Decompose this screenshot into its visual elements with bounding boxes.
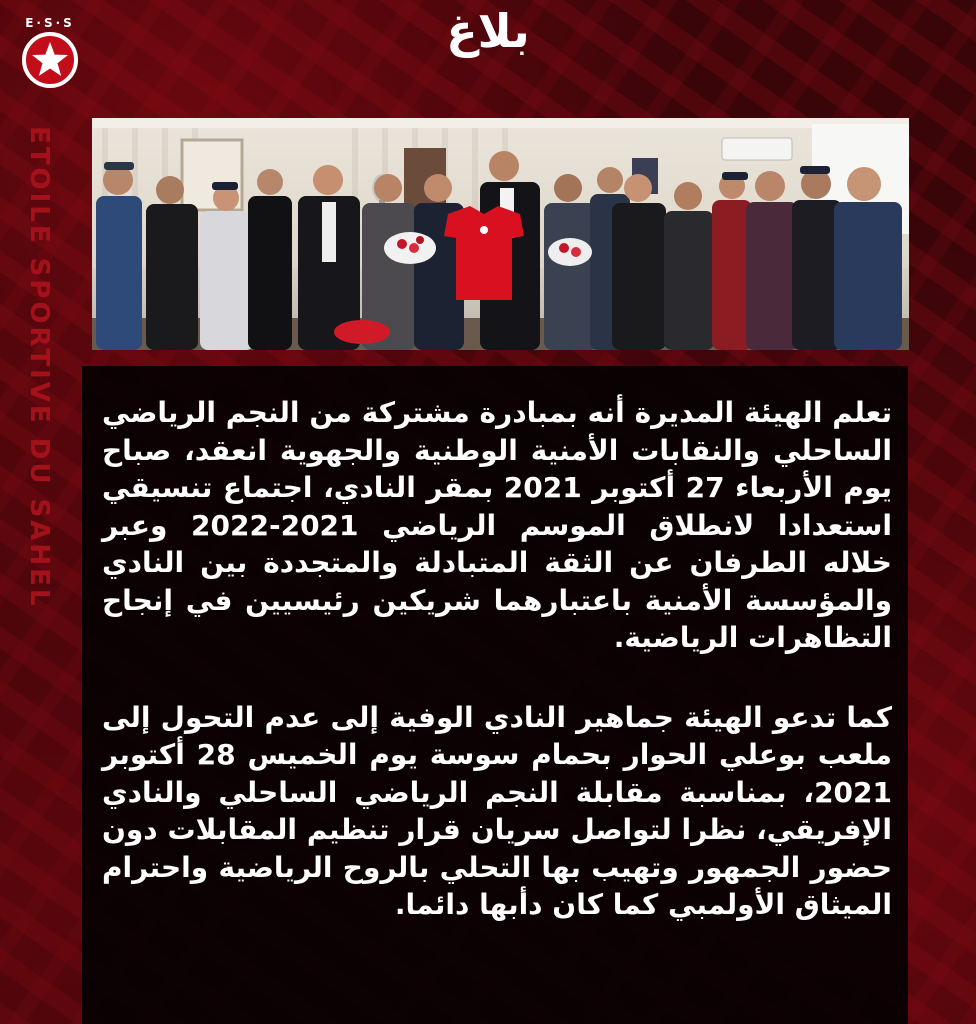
paragraph-fans-notice: كما تدعو الهيئة جماهير النادي الوفية إلى عدم التحول إلى ملعب بوعلي الحوار بحمام سوسة يوم الخميس 28 أكتوبر 2021، بمناسبة مقابلة النجم الرياضي الساحلي والنادي الإفريقي، نظرا لتواصل سريان قرار تنظيم المقابلات دون حضور الجمهور وتهيب بها التحلي بالروح الرياضية واحترام الميثاق الأولمبي كما كان دأبها دائما. [102, 700, 892, 921]
announcement-text-panel [82, 366, 908, 1024]
group-photo [92, 118, 909, 350]
page-title: بلاغ [446, 4, 530, 58]
club-name-vertical: ETOILE SPORTIVE DU SAHEL [24, 126, 54, 609]
paragraph-meeting: تعلم الهيئة المديرة أنه بمبادرة مشتركة من النجم الرياضي الساحلي والنقابات الأمنية الوطنية والجهوية انعقد، صباح يوم الأربعاء 27 أكتوبر 2021 بمقر النادي، اجتماع تنسيقي استعدادا لانطلاق الموسم الرياضي 2021-2022 وعبر خلاله الطرفان عن الثقة المتبادلة والمتجددة بين النادي والمؤسسة الأمنية باعتبارهما شريكين رئيسيين في إنجاح التظاهرات الرياضية. [102, 396, 892, 654]
logo-letters: E·S·S [25, 16, 75, 30]
